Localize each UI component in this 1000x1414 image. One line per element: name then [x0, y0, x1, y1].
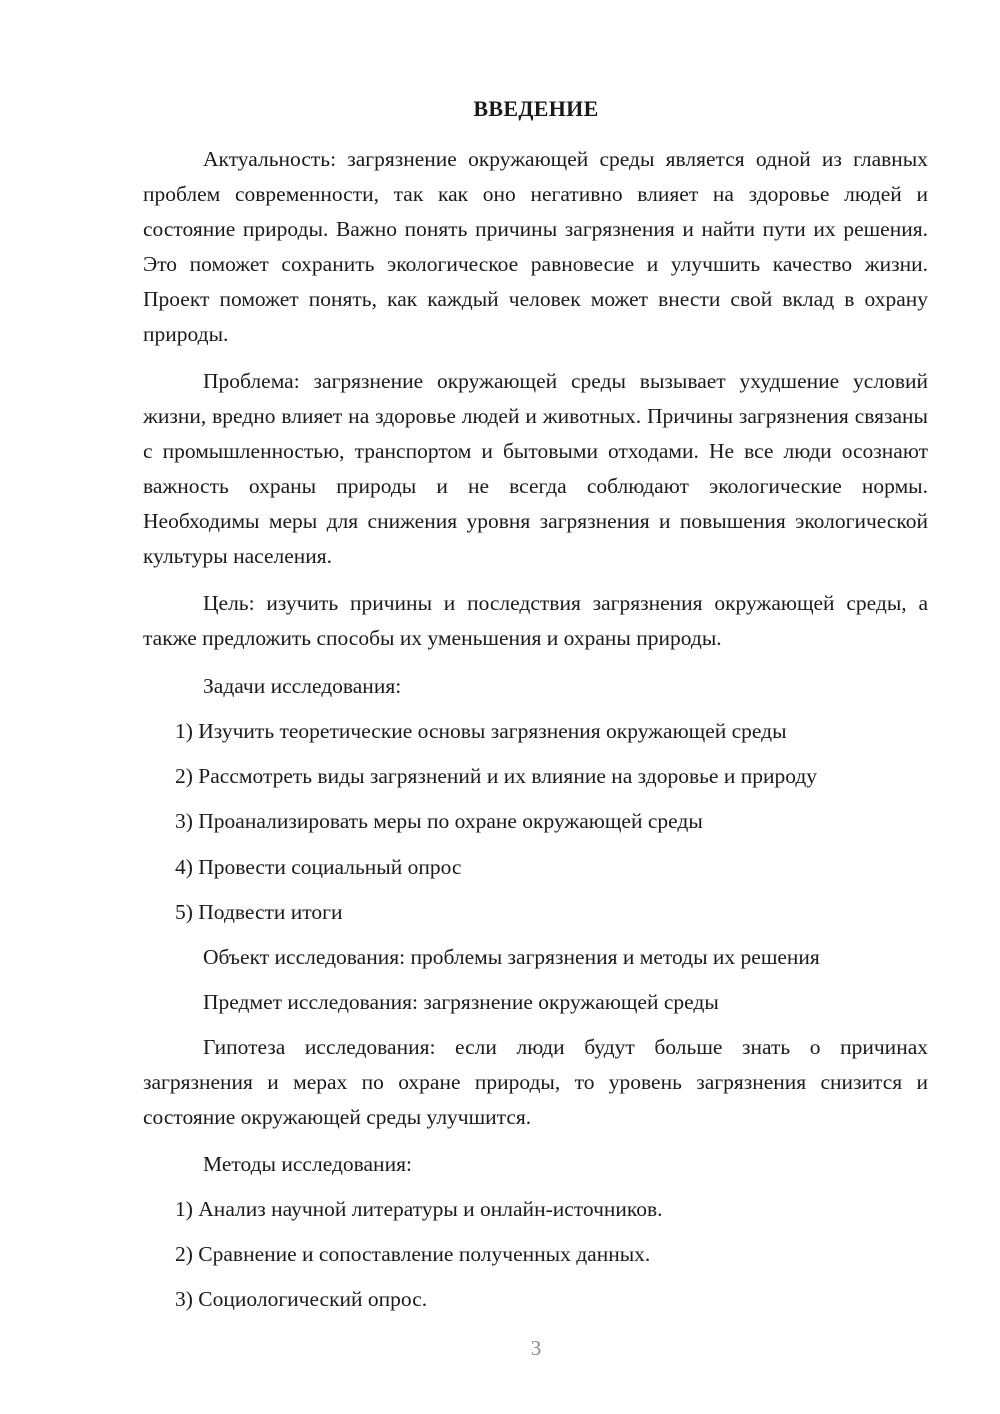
method-item: 2) Сравнение и сопоставление полученных данных.: [175, 1242, 651, 1266]
hypothesis-paragraph: Гипотеза исследования: если люди будут больше знать о причинах загрязнения и мерах по охране природы, то уровень загрязнения снизится и состояние окружающей среды улучшится.: [143, 1035, 928, 1129]
subject-line: Предмет исследования: загрязнение окружающей среды: [203, 990, 719, 1014]
method-item: 3) Социологический опрос.: [175, 1287, 428, 1311]
methods-label: Методы исследования:: [203, 1152, 412, 1176]
hypothesis-section: [143, 1030, 928, 1135]
object-line: Объект исследования: проблемы загрязнения и методы их решения: [203, 945, 820, 969]
actuality-section: [143, 142, 928, 352]
tasks-label: Задачи исследования:: [203, 674, 402, 698]
goal-section: [143, 586, 928, 656]
task-item: 1) Изучить теоретические основы загрязнения окружающей среды: [175, 719, 787, 743]
task-item: 3) Проанализировать меры по охране окружающей среды: [175, 809, 703, 833]
problem-section: [143, 364, 928, 574]
method-item: 1) Анализ научной литературы и онлайн-источников.: [175, 1197, 663, 1221]
task-item: 2) Рассмотреть виды загрязнений и их влияние на здоровье и природу: [175, 764, 818, 788]
problem-paragraph: Проблема: загрязнение окружающей среды вызывает ухудшение условий жизни, вредно влияет на здоровье людей и животных. Причины загрязнения связаны с промышленностью, транспортом и бытовыми отходами. Не все люди осознают важность охраны природы и не всегда соблюдают экологические нормы. Необходимы меры для снижения уровня загрязнения и повышения экологической культуры населения.: [143, 369, 928, 568]
task-item: 4) Провести социальный опрос: [175, 855, 462, 879]
page-heading: ВВЕДЕНИЕ: [473, 96, 599, 121]
goal-paragraph: Цель: изучить причины и последствия загрязнения окружающей среды, а также предложить способы их уменьшения и охраны природы.: [143, 591, 928, 650]
task-item: 5) Подвести итоги: [175, 900, 343, 924]
page-number: 3: [530, 1336, 542, 1360]
actuality-paragraph: Актуальность: загрязнение окружающей среды является одной из главных проблем современности, так как оно негативно влияет на здоровье людей и состояние природы. Важно понять причины загрязнения и найти пути их решения. Это поможет сохранить экологическое равновесие и улучшить качество жизни. Проект поможет понять, как каждый человек может внести свой вклад в охрану природы.: [143, 147, 928, 346]
